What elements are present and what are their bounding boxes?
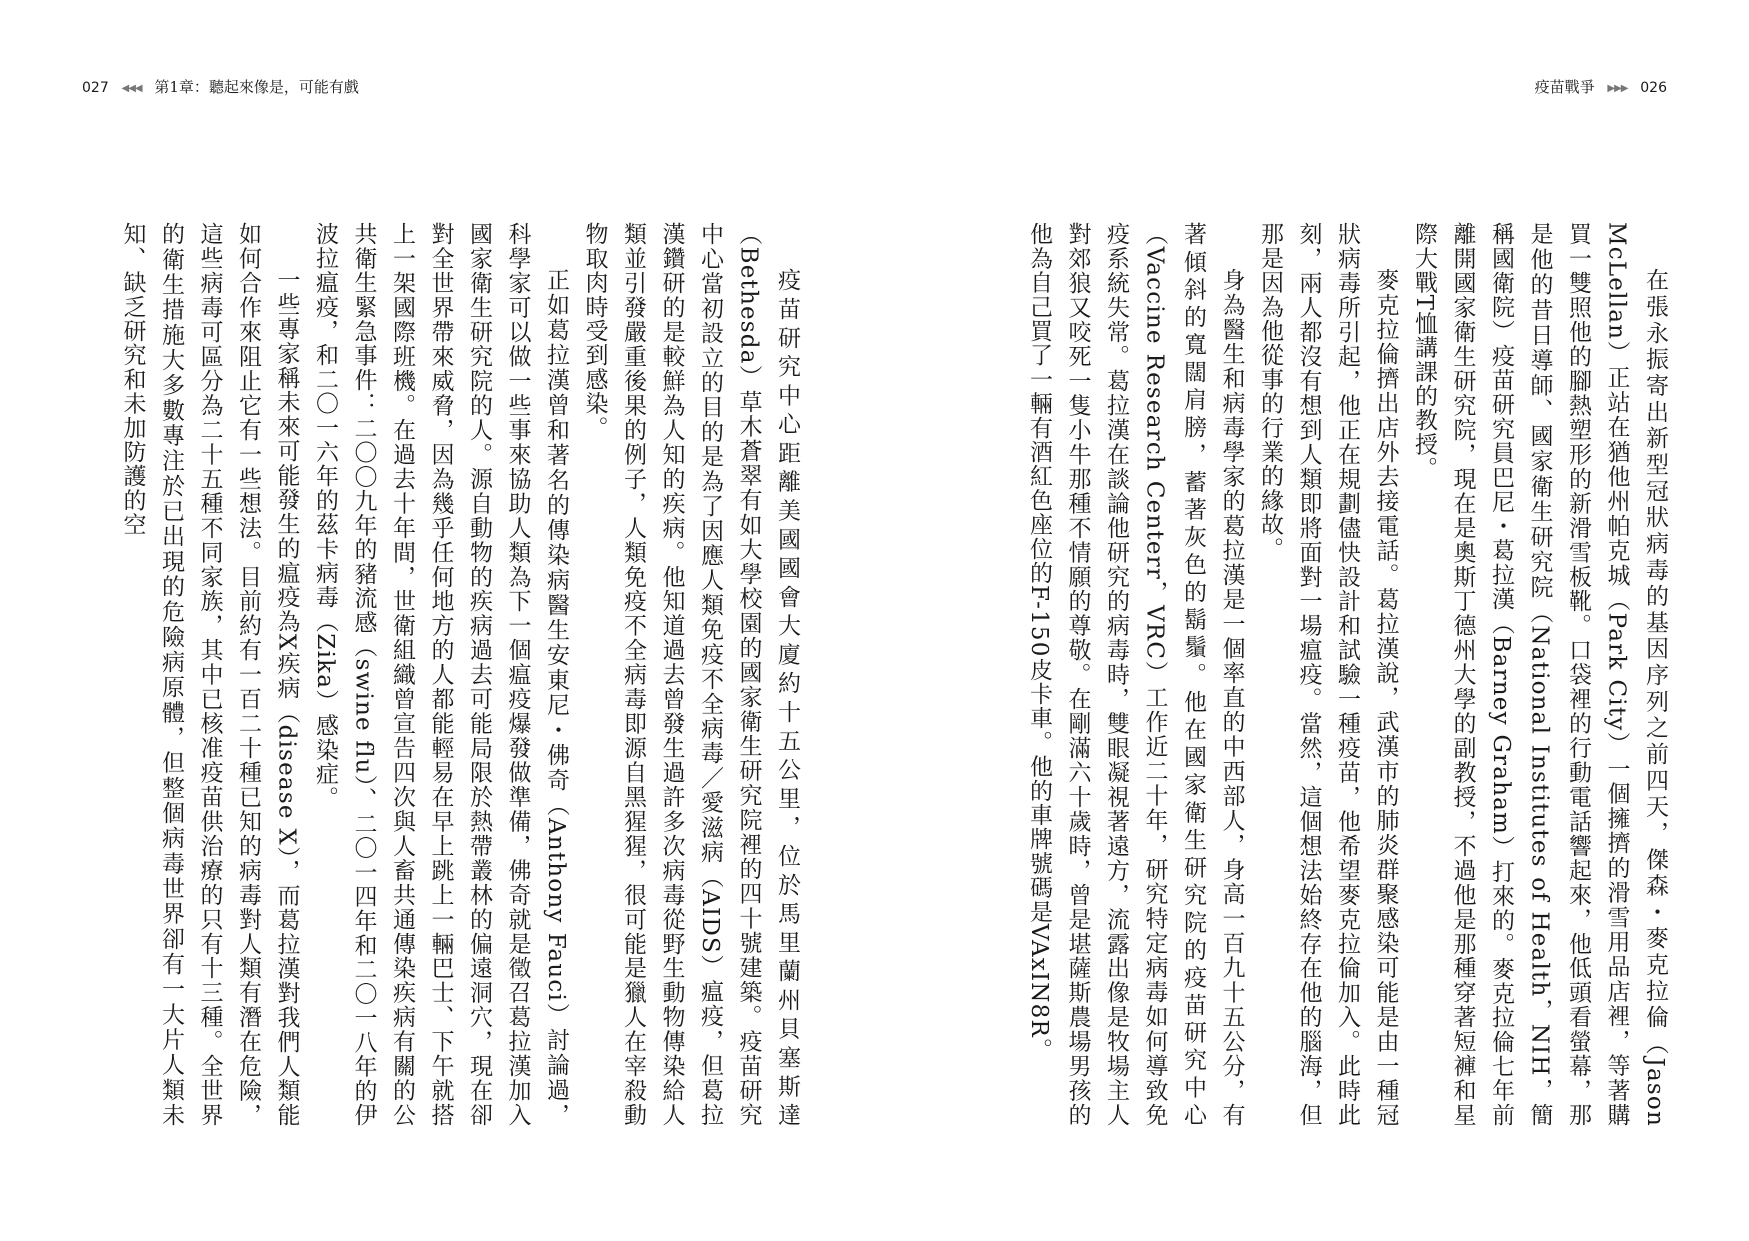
paragraph: 身為醫生和病毒學家的葛拉漢是一個率直的中西部人，身高一百九十五公分，有著傾斜的寬闊肩膀，蓄著灰色的鬍鬚。他在國家衛生研究院的疫苗研究中心（Vaccine Research Centerr，VRC）工作近二十年，研究特定病毒如何導致免疫系統失常。葛拉漢在談論他研究的病毒時，雙眼凝視著遠方，流露出像是牧場主人對郊狼又咬死一隻小牛那種不情願的尊敬。在剛滿六十歲時，曾是堪薩斯農場男孩的他為自己買了一輛有酒紅色座位的F-150皮卡車。他的車牌號碼是VAxIN8R。	[1026, 222, 1245, 1127]
back-arrows-icon: ◀◀◀	[121, 83, 142, 94]
page-number-right: 026	[1640, 80, 1667, 96]
running-header-left	[82, 78, 359, 98]
paragraph: 疫苗研究中心距離美國國會大廈約十五公里，位於馬里蘭州貝塞斯達（Bethesda）草木蒼翠有如大學校園的國家衛生研究院裡的四十號建築。疫苗研究中心當初設立的目的是為了因應人類免疫不全病毒／愛滋病（AIDS）瘟疫，但葛拉漢鑽研的是較鮮為人知的疾病。他知道過去曾發生過許多次病毒從野生動物傳染給人類並引發嚴重後果的例子，人類免疫不全病毒即源自黑猩猩，很可能是獵人在宰殺動物取肉時受到感染。	[581, 222, 800, 1127]
chapter-title: 第1章：聽起來像是，可能有戲	[154, 78, 359, 96]
page-number-left: 027	[82, 80, 109, 96]
forward-arrows-icon: ▶▶▶	[1607, 83, 1628, 94]
book-title: 疫苗戰爭	[1534, 78, 1595, 96]
paragraph: 一些專家稱未來可能發生的瘟疫為X疾病（disease X），而葛拉漢對我們人類能如何合作來阻止它有一些想法。目前約有一百二十種已知的病毒對人類有潛在危險，這些病毒可區分為二十五種不同家族，其中已核准疫苗供治療的只有十三種。全世界的衛生措施大多數專注於已出現的危險病原體，但整個病毒世界卻有一大片人類未知、缺乏研究和未加防護的空	[119, 222, 300, 1127]
paragraph: 在張永振寄出新型冠狀病毒的基因序列之前四天，傑森・麥克拉倫（Jason McLellan）正站在猶他州帕克城（Park City）一個擁擠的滑雪用品店裡，等著購買一雙照他的腳熱塑形的新滑雪板靴。口袋裡的行動電話響起來，他低頭看螢幕，那是他的昔日導師、國家衛生研究院（National Institutes of Health，NIH，簡稱國衛院）疫苗研究員巴尼・葛拉漢（Barney Graham）打來的。麥克拉倫七年前離開國家衛生研究院，現在是奧斯丁德州大學的副教授，不過他是那種穿著短褲和星際大戰T恤講課的教授。	[1411, 222, 1668, 1127]
right-page-body	[1010, 222, 1674, 1127]
running-header-right	[1535, 78, 1667, 98]
paragraph: 麥克拉倫擠出店外去接電話。葛拉漢說，武漢市的肺炎群聚感染可能是由一種冠狀病毒所引起，他正在規劃儘快設計和試驗一種疫苗，他希望麥克拉倫加入。此時此刻，兩人都沒有想到人類即將面對一場瘟疫。當然，這個想法始終存在他的腦海，但那是因為他從事的行業的緣故。	[1257, 222, 1399, 1127]
paragraph: 正如葛拉漢曾和著名的傳染病醫生安東尼・佛奇（Anthony Fauci）討論過，科學家可以做一些事來協助人類為下一個瘟疫爆發做準備，佛奇就是徵召葛拉漢加入國家衛生研究院的人。源自動物的疾病過去可能局限於熱帶叢林的偏遠洞穴，現在卻對全世界帶來威脅，因為幾乎任何地方的人都能輕易在早上跳上一輛巴士、下午就搭上一架國際班機。在過去十年間，世衛組織曾宣告四次與人畜共通傳染疾病有關的公共衛生緊急事件：二〇〇九年的豬流感（swine flu）、二〇一四年和二〇一八年的伊波拉瘟疫，和二〇一六年的茲卡病毒（Zika）感染症。	[312, 222, 569, 1127]
left-page-body	[106, 222, 806, 1127]
